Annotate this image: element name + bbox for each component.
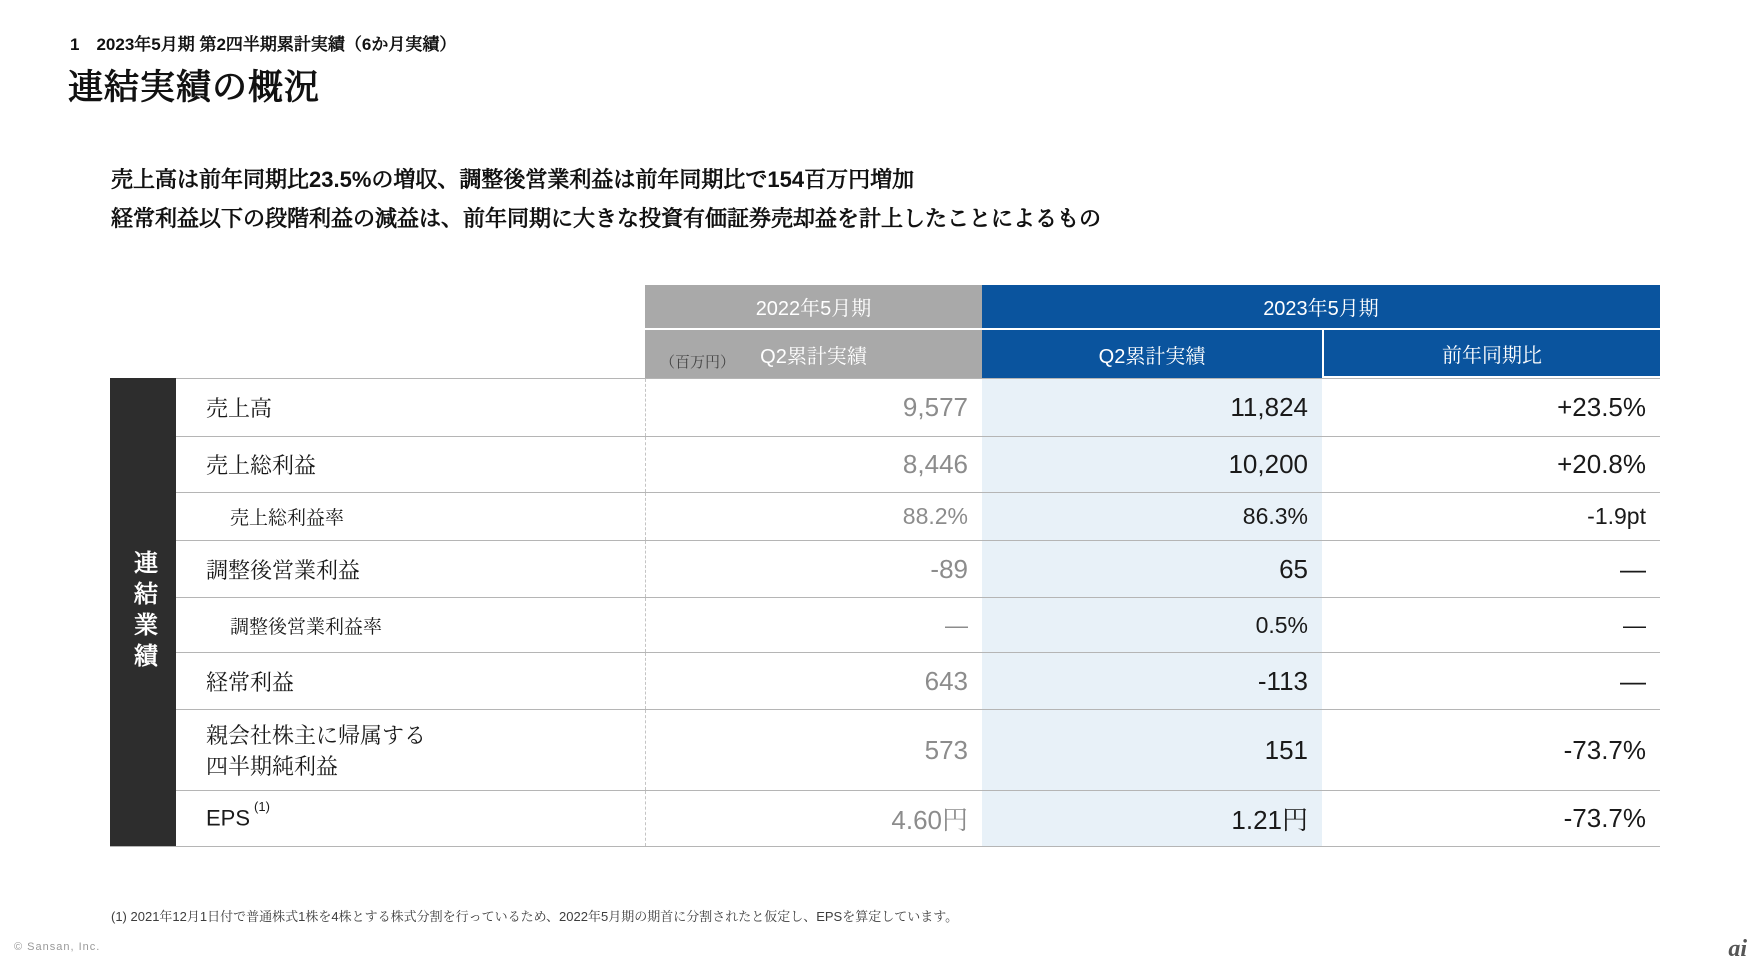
value-fy2023: 86.3% <box>982 493 1322 540</box>
value-yoy: -73.7% <box>1563 803 1646 833</box>
value-fy2023: 11,824 <box>982 379 1322 436</box>
value-fy2022: 9,577 <box>645 379 982 436</box>
row-label-text-line2: 四半期純利益 <box>206 754 339 779</box>
row-group-label: 連結業績 <box>129 550 157 674</box>
lead-line-2: 経常利益以下の段階利益の減益は、前年同期に大きな投資有価証券売却益を計上したことによるもの <box>111 206 1102 231</box>
results-table <box>110 285 1660 847</box>
value-yoy: +20.8% <box>1557 449 1646 479</box>
section-kicker: 1 2023年5月期 第2四半期累計実績（6か月実績） <box>70 35 457 54</box>
value-fy2023: -113 <box>982 653 1322 709</box>
table-row-net-sales <box>176 378 1660 436</box>
site-watermark-logo: ai <box>1728 936 1747 962</box>
row-label <box>176 710 645 790</box>
header-fy2022-q2: Q2累計実績 <box>645 328 982 378</box>
value-fy2022: 88.2% <box>645 493 982 540</box>
value-yoy: — <box>1623 611 1646 638</box>
value-fy2023: 1.21円 <box>982 791 1322 846</box>
table-row-gross-margin <box>176 492 1660 540</box>
eps-footnote-marker: (1) <box>254 799 270 815</box>
row-label-text <box>206 799 270 831</box>
table-rows <box>176 378 1660 846</box>
value-fy2022: 573 <box>645 710 982 790</box>
value-fy2023: 10,200 <box>982 437 1322 492</box>
value-fy2022: -89 <box>645 541 982 597</box>
value-yoy: +23.5% <box>1557 392 1646 422</box>
row-label-text: 親会社株主に帰属する <box>206 723 427 748</box>
value-fy2023: 65 <box>982 541 1322 597</box>
table-body <box>110 378 1660 847</box>
row-label <box>176 653 645 709</box>
copyright: © Sansan, Inc. <box>14 941 101 953</box>
row-label <box>176 379 645 436</box>
header-row-fiscal-years <box>645 285 1660 328</box>
value-fy2022: 8,446 <box>645 437 982 492</box>
eps-label: EPS <box>206 805 251 831</box>
row-label <box>176 541 645 597</box>
value-yoy: — <box>1620 665 1646 696</box>
row-label-text: 調整後営業利益率 <box>230 616 383 638</box>
table-row-ordinary-profit <box>176 652 1660 709</box>
value-fy2023: 151 <box>982 710 1322 790</box>
table-row-adjusted-operating-margin <box>176 597 1660 652</box>
value-fy2022: — <box>645 598 982 652</box>
header-fy2023: 2023年5月期 <box>982 285 1660 328</box>
header-fy2023-q2: Q2累計実績 <box>982 328 1322 378</box>
row-label <box>176 437 645 492</box>
header-row-subcolumns <box>645 328 1660 378</box>
row-group-sidebar <box>110 378 176 846</box>
table-row-gross-profit <box>176 436 1660 492</box>
row-label-text: 経常利益 <box>206 669 295 695</box>
table-row-adjusted-operating-profit <box>176 540 1660 597</box>
lead-summary <box>111 160 1101 238</box>
row-label-text: 売上高 <box>206 396 273 421</box>
table-row-eps <box>176 790 1660 846</box>
footnote: (1) 2021年12月1日付で普通株式1株を4株とする株式分割を行っているため、2022年5月期の期首に分割されたと仮定し、EPSを算定しています。 <box>111 909 959 924</box>
header-fy2022: 2022年5月期 <box>645 285 982 328</box>
row-label-text: 調整後営業利益 <box>206 557 361 583</box>
table-row-quarterly-net-profit <box>176 709 1660 790</box>
value-yoy: — <box>1620 553 1646 584</box>
value-yoy: -1.9pt <box>1587 503 1646 529</box>
unit-label: （百万円） <box>659 354 735 371</box>
row-label <box>176 598 645 652</box>
row-label-text: 売上総利益率 <box>230 508 345 529</box>
row-label-text: 売上総利益 <box>206 453 317 478</box>
lead-line-1: 売上高は前年同期比23.5%の増収、調整後営業利益は前年同期比で154百万円増加 <box>111 167 915 192</box>
value-fy2023: 0.5% <box>982 598 1322 652</box>
value-yoy: -73.7% <box>1563 734 1646 765</box>
row-label <box>176 791 645 846</box>
page-title: 連結実績の概況 <box>68 68 321 107</box>
value-fy2022: 643 <box>645 653 982 709</box>
table-header <box>645 285 1660 378</box>
row-label <box>176 493 645 540</box>
header-yoy: 前年同期比 <box>1322 328 1660 376</box>
value-fy2022: 4.60円 <box>645 791 982 846</box>
